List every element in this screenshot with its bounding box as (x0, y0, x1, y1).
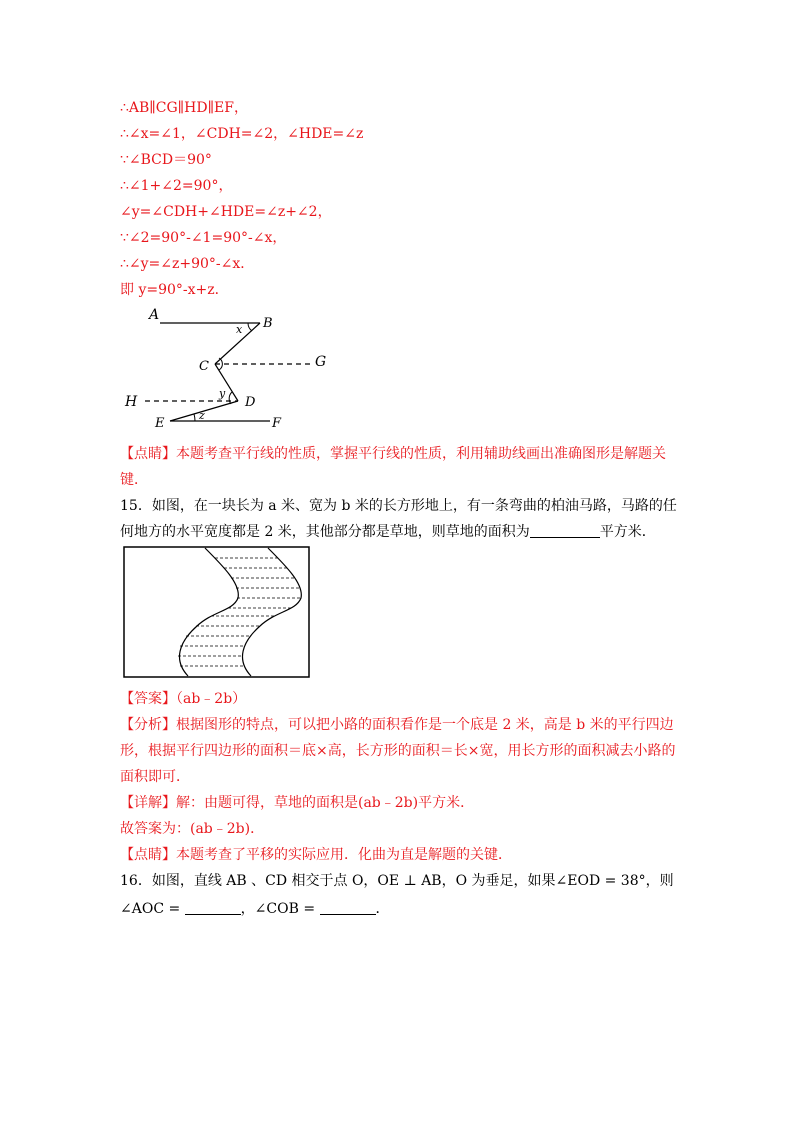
label-f: F (272, 416, 282, 431)
solution-line-7: ∴∠y=∠z+90°-∠x． (120, 256, 255, 272)
dianjing-1-line-2: 键． (120, 472, 148, 488)
label-x: x (236, 323, 243, 336)
label-g: G (315, 354, 327, 370)
label-h: H (125, 394, 138, 410)
angle-z-arc (194, 414, 195, 421)
dianjing-1-text: 本题考查平行线的性质，掌握平行线的性质，利用辅助线画出准确图形是解题关 (176, 446, 666, 462)
analysis-tag: 【分析】 (120, 717, 176, 733)
solution-line-6: ∵∠2=90°-∠1=90°-∠x， (120, 230, 287, 246)
question-15-line-1: 15．如图，在一块长为 a 米、宽为 b 米的长方形地上，有一条弯曲的柏油马路，马路的任 (120, 498, 677, 514)
answer-blank-aoc[interactable] (185, 900, 241, 915)
answer-line (120, 689, 246, 709)
question-16-aoc-label: ∠AOC = (120, 901, 181, 917)
solution-line-4: ∴∠1+∠2=90°， (120, 178, 233, 194)
label-z: z (199, 409, 205, 422)
label-a: A (149, 307, 160, 323)
question-15-line-2 (120, 522, 656, 542)
analysis-line-2: 形，根据平行四边形的面积＝底×高，长方形的面积＝长×宽，用长方形的面积减去小路的 (120, 743, 676, 759)
angle-y-arc (229, 392, 232, 404)
label-y: y (219, 387, 226, 400)
solution-line-2: ∴∠x=∠1，∠CDH=∠2，∠HDE=∠z (120, 126, 364, 142)
answer-text: （ab﹣2b） (176, 691, 247, 707)
question-15-text: 何地方的水平宽度都是 2 米，其他部分都是草地，则草地的面积为 (120, 524, 530, 540)
question-15-unit: 平方米． (599, 524, 656, 540)
analysis-line-3: 面积即可． (120, 769, 190, 785)
dianjing-1-tag: 【点睛】 (120, 446, 176, 462)
analysis-line-1 (120, 715, 674, 735)
detail-line (120, 793, 474, 813)
dianjing-2-text: 本题考查了平移的实际应用．化曲为直是解题的关键． (176, 847, 512, 863)
road-right-edge (242, 548, 301, 676)
angle-x-arc (248, 323, 252, 331)
road-rectangle-figure (123, 546, 313, 680)
solution-line-3: ∵∠BCD＝90° (120, 152, 212, 168)
answer-blank-15[interactable] (530, 523, 600, 538)
solution-line-1: ∴AB∥CG∥HD∥EF， (120, 100, 248, 116)
rectangle-field (124, 547, 309, 677)
question-16-line-1: 16．如图，直线 AB 、CD 相交于点 O，OE ⊥ AB，O 为垂足，如果∠EOD = 38°，则 (120, 873, 674, 889)
detail-text: 解：由题可得，草地的面积是(ab﹣2b)平方米． (176, 795, 475, 811)
question-16-end: ． (375, 901, 390, 917)
solution-line-8: 即 y=90°-x+z． (120, 282, 229, 298)
label-c: C (199, 359, 209, 374)
dianjing-2-tag: 【点睛】 (120, 847, 176, 863)
analysis-text-1: 根据图形的特点，可以把小路的面积看作是一个底是 2 米，高是 b 米的平行四边 (176, 717, 674, 733)
dianjing-2-line (120, 845, 512, 865)
label-d: D (245, 395, 256, 410)
detail-final-line: 故答案为：(ab﹣2b)． (120, 821, 265, 837)
label-b: B (263, 316, 273, 331)
parallel-lines-figure (115, 300, 355, 435)
answer-blank-cob[interactable] (320, 900, 376, 915)
question-16-cob-label: ，∠COB = (240, 901, 316, 917)
road-left-edge (179, 548, 238, 676)
question-16-line-2 (120, 899, 390, 919)
solution-line-5: ∠y=∠CDH+∠HDE=∠z+∠2， (120, 204, 332, 220)
dianjing-1-line-1 (120, 444, 666, 464)
detail-tag: 【详解】 (120, 795, 176, 811)
label-e: E (155, 416, 165, 431)
answer-tag: 【答案】 (120, 691, 176, 707)
